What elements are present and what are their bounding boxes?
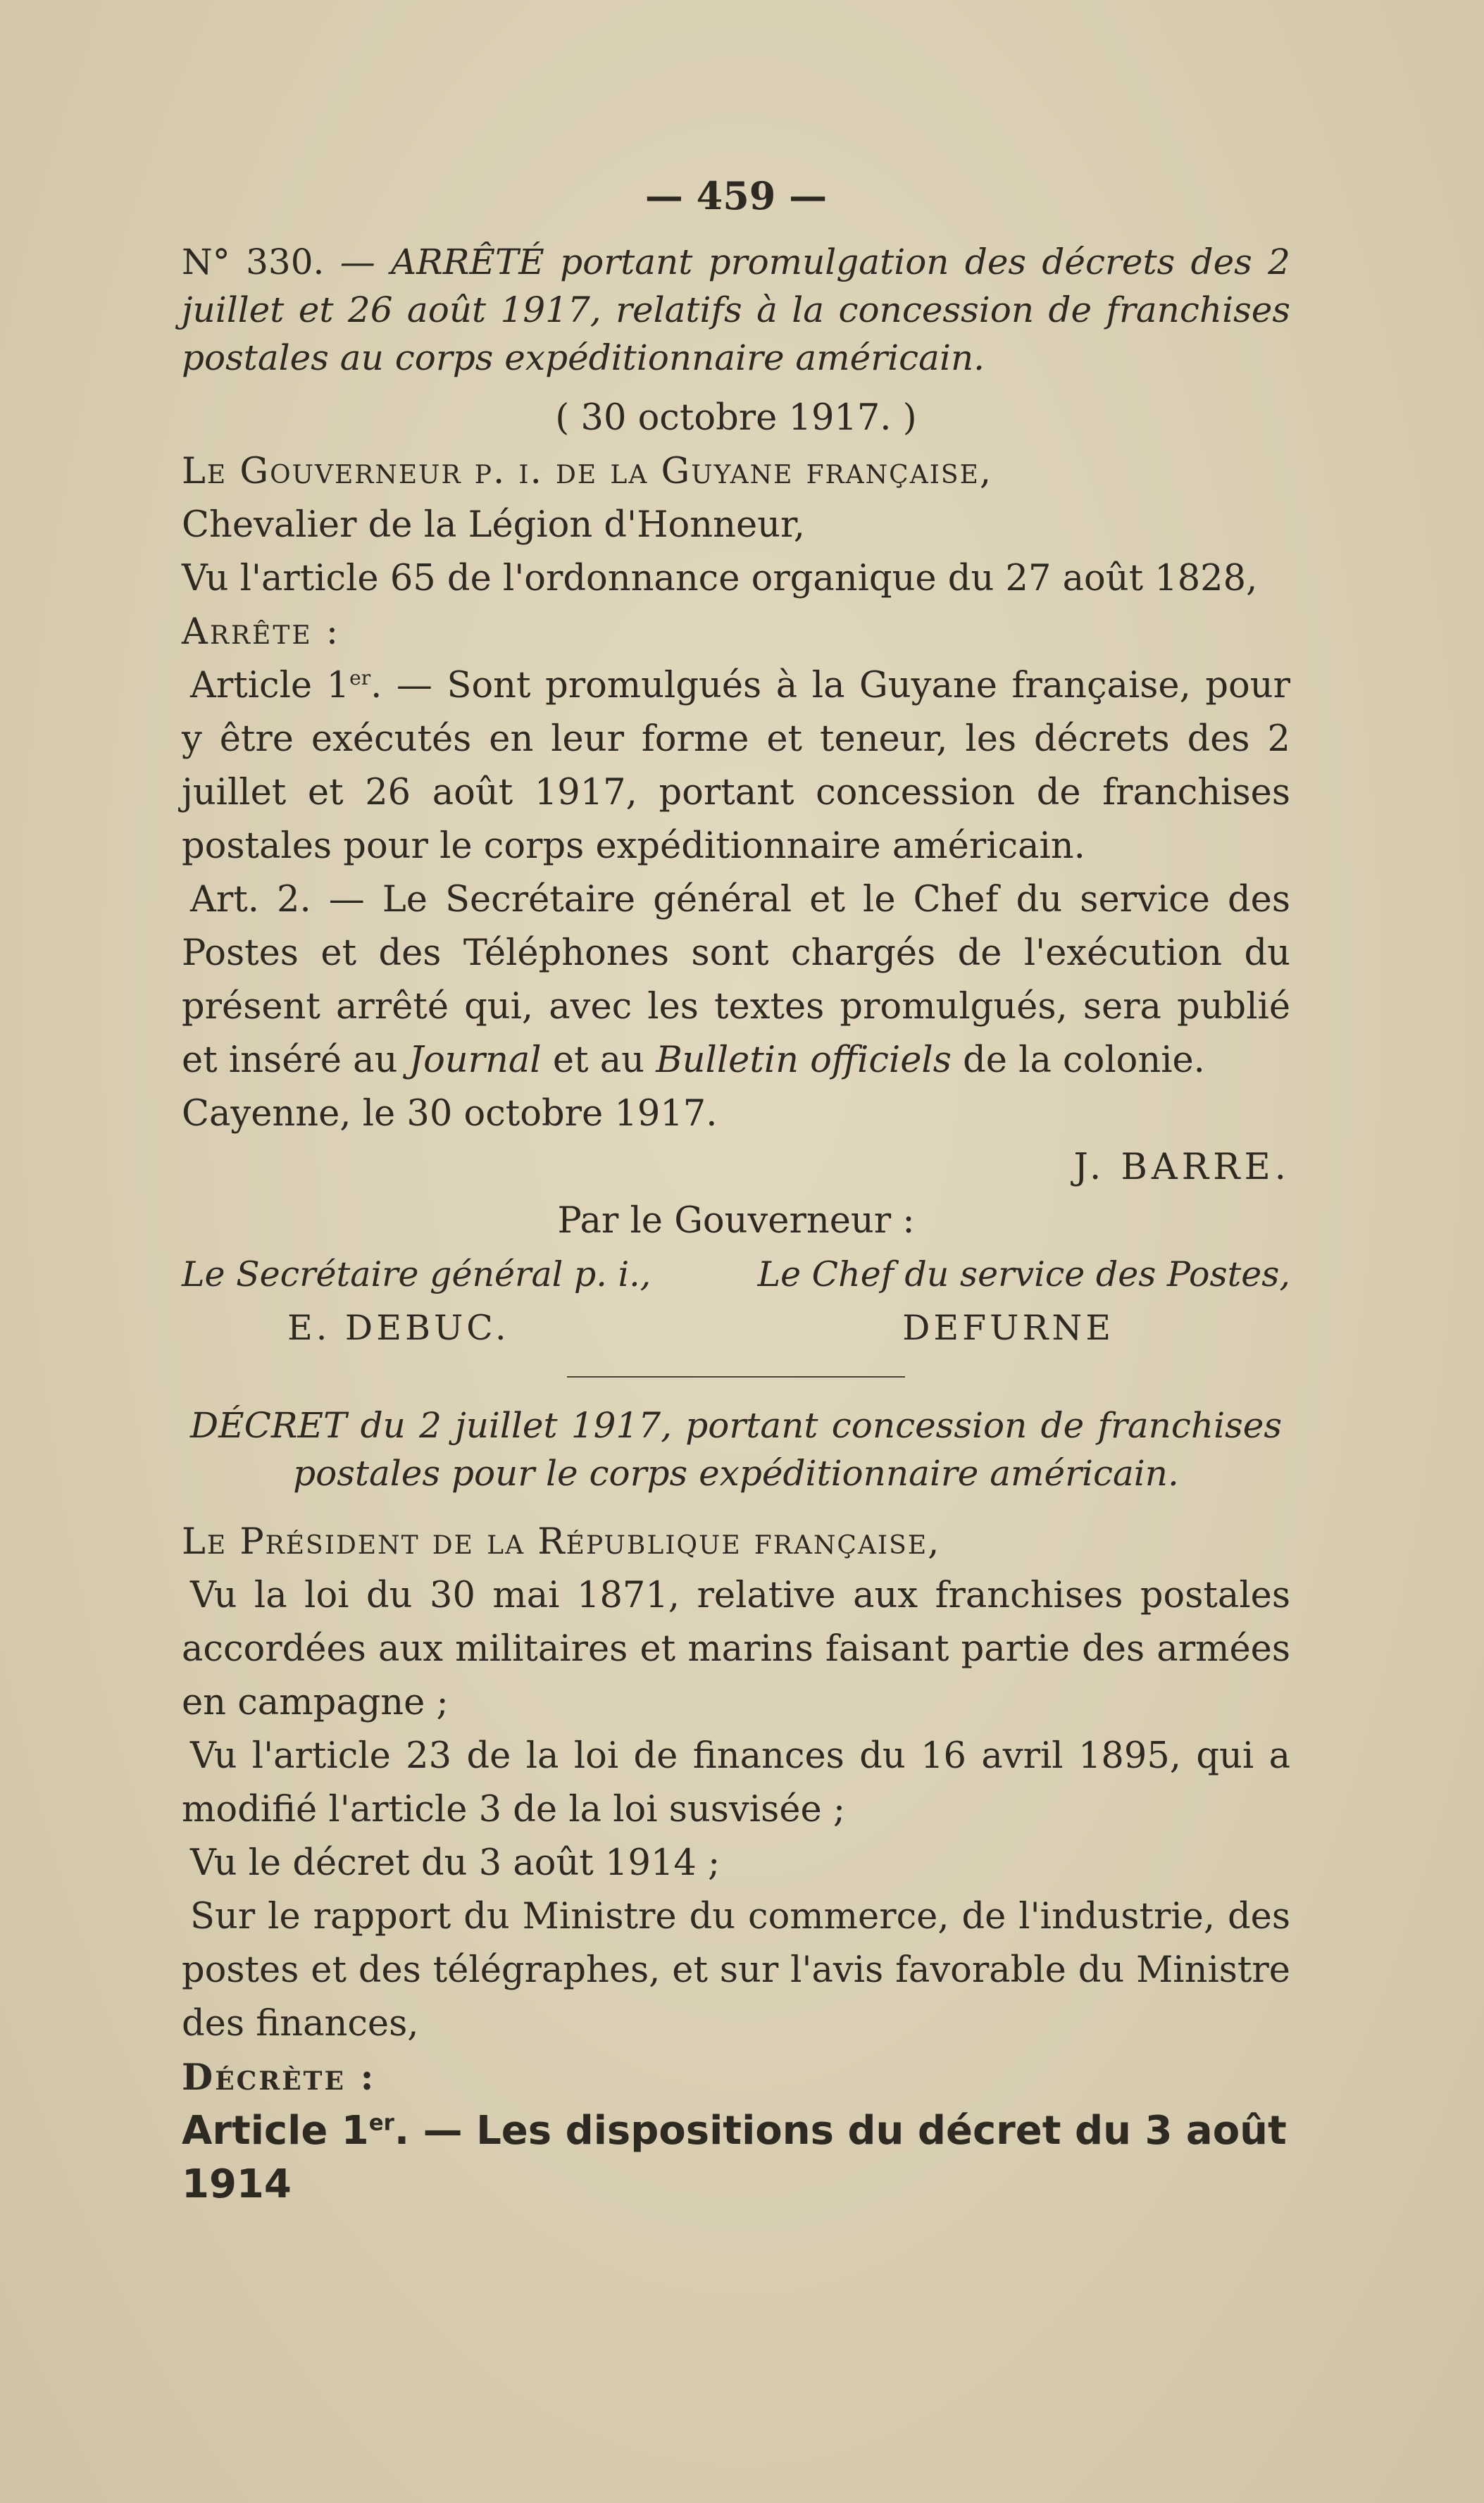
section-divider [567, 1376, 905, 1378]
place-date: Cayenne, le 30 octobre 1917. [182, 1093, 718, 1135]
chef-postes-name: DEFURNE [902, 1308, 1114, 1348]
governor-signature: J. BARRE. [1073, 1147, 1290, 1188]
arrete-article-1-label: Article 1 [190, 665, 350, 706]
governor-line: Le Gouverneur p. i. de la Guyane française, [182, 451, 993, 492]
page-text [182, 169, 1290, 2423]
decret-article-1-sup: er [368, 2110, 394, 2136]
decret-vu-1: Vu la loi du 30 mai 1871, relative aux franchises postales accordées aux militaires et marins faisant partie des armées en campagne ; [182, 1575, 1290, 1723]
decret-title: DÉCRET du 2 juillet 1917, portant concession de franchises postales pour le corps expéditionnaire américain. [190, 1405, 1282, 1494]
chef-postes-title: Le Chef du service des Postes, [757, 1254, 1290, 1294]
chevalier-line: Chevalier de la Légion d'Honneur, [182, 504, 805, 546]
decrete-label: Décrète : [182, 2056, 376, 2099]
arrete-number: N° 330. [182, 242, 325, 282]
arrete-article-2-end: de la colonie. [963, 1040, 1205, 1081]
arrete-article-1-sup: er [349, 666, 371, 689]
decret-article-1 [182, 2104, 1290, 2211]
par-le-gouverneur: Par le Gouverneur : [557, 1200, 915, 1242]
decret-article-1-text: . — Les dispositions du décret du 3 août 1914 [182, 2108, 1287, 2207]
arrete-label: Arrête : [182, 611, 341, 653]
bulletin-italic: Bulletin officiels [656, 1040, 952, 1081]
decret-article-1-label: Article 1 [182, 2108, 369, 2154]
decret-vu-2: Vu l'article 23 de la loi de finances du 16 avril 1895, qui a modifié l'article 3 de la loi susvisée ; [182, 1735, 1290, 1830]
page-number: — 459 — [644, 173, 828, 218]
secretaire-name: E. DEBUC. [287, 1308, 510, 1348]
decret-vu-3: Vu le décret du 3 août 1914 ; [190, 1842, 721, 1884]
arrete-heading [182, 238, 1290, 382]
signatory-names [182, 1302, 1290, 1355]
arrete-article-1 [182, 659, 1290, 873]
president-line: Le Président de la République française, [182, 1521, 941, 1563]
vu-ordonnance-line: Vu l'article 65 de l'ordonnance organique du 27 août 1828, [182, 558, 1258, 599]
signatory-titles [182, 1248, 1290, 1302]
arrete-heading-text: — ARRÊTÉ portant promulgation des décrets des 2 juillet et 26 août 1917, relatifs à la concession de franchises postales au corps expéditionnaire américain. [182, 242, 1290, 378]
journal-italic: Journal [409, 1040, 542, 1081]
arrete-article-2 [182, 873, 1290, 1087]
decret-rapport: Sur le rapport du Ministre du commerce, de l'industrie, des postes et des télégraphes, et sur l'avis favorable du Ministre des finances, [182, 1896, 1290, 2045]
arrete-article-1-text: . — Sont promulgués à la Guyane française, pour y être exécutés en leur forme et teneur, les décrets des 2 juillet et 26 août 1917, portant concession de franchises postales pour le corps expéditionnaire américain. [182, 665, 1290, 867]
arrete-article-2-text: Art. 2. — Le Secrétaire général et le Chef du service des Postes et des Téléphones sont chargés de l'exécution du présent arrêté qui, avec les textes promulgués, sera publié et inséré au [182, 879, 1290, 1081]
arrete-date: ( 30 octobre 1917. ) [555, 397, 917, 439]
arrete-article-2-mid: et au [552, 1040, 644, 1081]
secretaire-title: Le Secrétaire général p. i., [182, 1254, 651, 1294]
